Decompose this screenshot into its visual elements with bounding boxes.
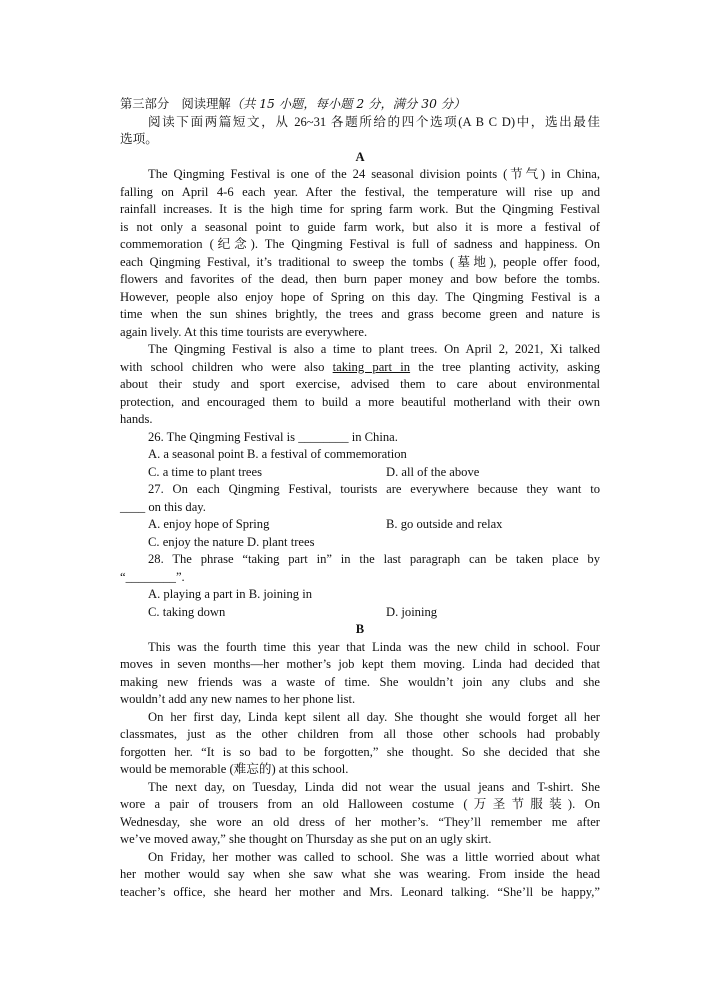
option-c: C. a time to plant trees (148, 464, 263, 479)
text-line: forgotten her. “It is so bad to be forgotten,” she thought. So she decided that she (120, 744, 600, 759)
text-line: wouldn’t add any new names to her phone list. (120, 692, 356, 706)
question-options: A. a seasonal point B. a festival of commemoration (148, 447, 407, 461)
text-line: The Qingming Festival is one of the 24 seasonal division points (节气) in China, (148, 167, 600, 181)
text-line: each Qingming Festival, it’s traditional to sweep the tombs (墓地), people offer food, (120, 254, 600, 269)
text-line: time when the sun shines brightly, the trees and grass become green and nature is (120, 307, 600, 321)
text-line: Wednesday, she wore an old dress of her mother’s. “They’ll remember me after (120, 814, 600, 829)
text-line: teacher’s office, she heard her mother and Mrs. Leonard talking. “She’ll be happy,” (120, 884, 600, 899)
instruction-line-2: 选项。 (120, 132, 158, 146)
option-d: D. joining (386, 604, 438, 619)
text-line: However, people also enjoy hope of Spring on this day. The Qingming Festival is a (120, 289, 600, 304)
text-segment: the tree planting activity, asking (410, 359, 600, 374)
question-stem: 28. The phrase “taking part in” in the last paragraph can be taken place by (148, 552, 600, 566)
passage-a-title: A (355, 149, 365, 164)
text-line: hands. (120, 412, 153, 426)
option-b: B. go outside and relax (386, 517, 503, 531)
document-page (120, 96, 600, 901)
option-a: A. enjoy hope of Spring (148, 517, 270, 531)
question-stem-cont: “________”. (120, 569, 185, 584)
text-line: is not only a seasonal point to guide farm work, but also it is more a festival of (120, 219, 600, 234)
passage-b-body (120, 639, 600, 902)
text-line: wore a pair of trousers from an old Halloween costume (万圣节服装). On (120, 797, 600, 811)
question-28 (120, 551, 600, 621)
question-stem: 26. The Qingming Festival is ________ in China. (148, 429, 398, 444)
question-options: C. enjoy the nature D. plant trees (148, 534, 315, 549)
section-header (120, 96, 600, 114)
text-line: again lively. At this time tourists are everywhere. (120, 324, 368, 339)
text-line: The next day, on Tuesday, Linda did not wear the usual jeans and T-shirt. She (148, 779, 600, 794)
question-26 (120, 429, 600, 482)
text-line: rainfall increases. It is the high time for spring farm work. But the Qingming Festival (120, 202, 600, 216)
question-options-row (120, 516, 600, 534)
question-options-row (120, 604, 600, 622)
text-line: commemoration (纪念). The Qingming Festival is full of sadness and happiness. On (120, 237, 600, 251)
text-line: On her first day, Linda kept silent all day. She thought she would forget all her (148, 709, 600, 724)
question-27 (120, 481, 600, 551)
option-c: C. taking down (148, 604, 226, 619)
question-options-row (120, 464, 600, 482)
section-score-note: （共 15 小题，每小题 2 分，满分 30 分） (230, 97, 466, 111)
text-line: falling on April 4-6 each year. After the festival, the temperature will rise up and (120, 184, 600, 199)
text-line: making new friends was a waste of time. She wouldn’t join any clubs and she (120, 674, 600, 689)
question-stem-cont: ____ on this day. (120, 499, 206, 514)
text-line: would be memorable (难忘的) at this school. (120, 762, 349, 776)
option-d: D. all of the above (386, 464, 480, 479)
passage-b-title: B (355, 622, 365, 636)
text-line: classmates, just as the other children from all those other schools had probably (120, 727, 600, 741)
section-title: 第三部分 阅读理解 (120, 97, 231, 111)
text-line: moves in seven months—her mother’s job kept them moving. Linda had decided that (120, 657, 600, 671)
passage-a-paragraph-1 (120, 166, 600, 341)
passage-a-paragraph-2 (120, 341, 600, 429)
text-line: we’ve moved away,” she thought on Thursday as she put on an ugly skirt. (120, 832, 492, 846)
text-line: about their study and sport exercise, advised them to care about environmental (120, 377, 600, 391)
text-line: protection, and encouraged them to build a more beautiful motherland with their own (120, 394, 600, 409)
underlined-phrase: taking part in (332, 359, 411, 374)
text-line: This was the fourth time this year that Linda was the new child in school. Four (148, 639, 600, 654)
instruction-line-1: 阅读下面两篇短文，从 26~31 各题所给的四个选项(A B C D)中，选出最佳 (148, 114, 600, 129)
question-options: A. playing a part in B. joining in (148, 587, 313, 601)
text-segment: with school children who were also (120, 359, 333, 374)
text-line-with-underline (120, 359, 600, 377)
text-line: her mother would say when she saw what she was wearing. From inside the head (120, 867, 600, 881)
text-line: flowers and favorites of the dead, then burn paper money and bow before the tombs. (120, 272, 600, 286)
text-line: The Qingming Festival is also a time to plant trees. On April 2, 2021, Xi talked (148, 342, 600, 356)
text-line: On Friday, her mother was called to school. She was a little worried about what (148, 849, 600, 864)
question-stem: 27. On each Qingming Festival, tourists are everywhere because they want to (148, 482, 600, 496)
